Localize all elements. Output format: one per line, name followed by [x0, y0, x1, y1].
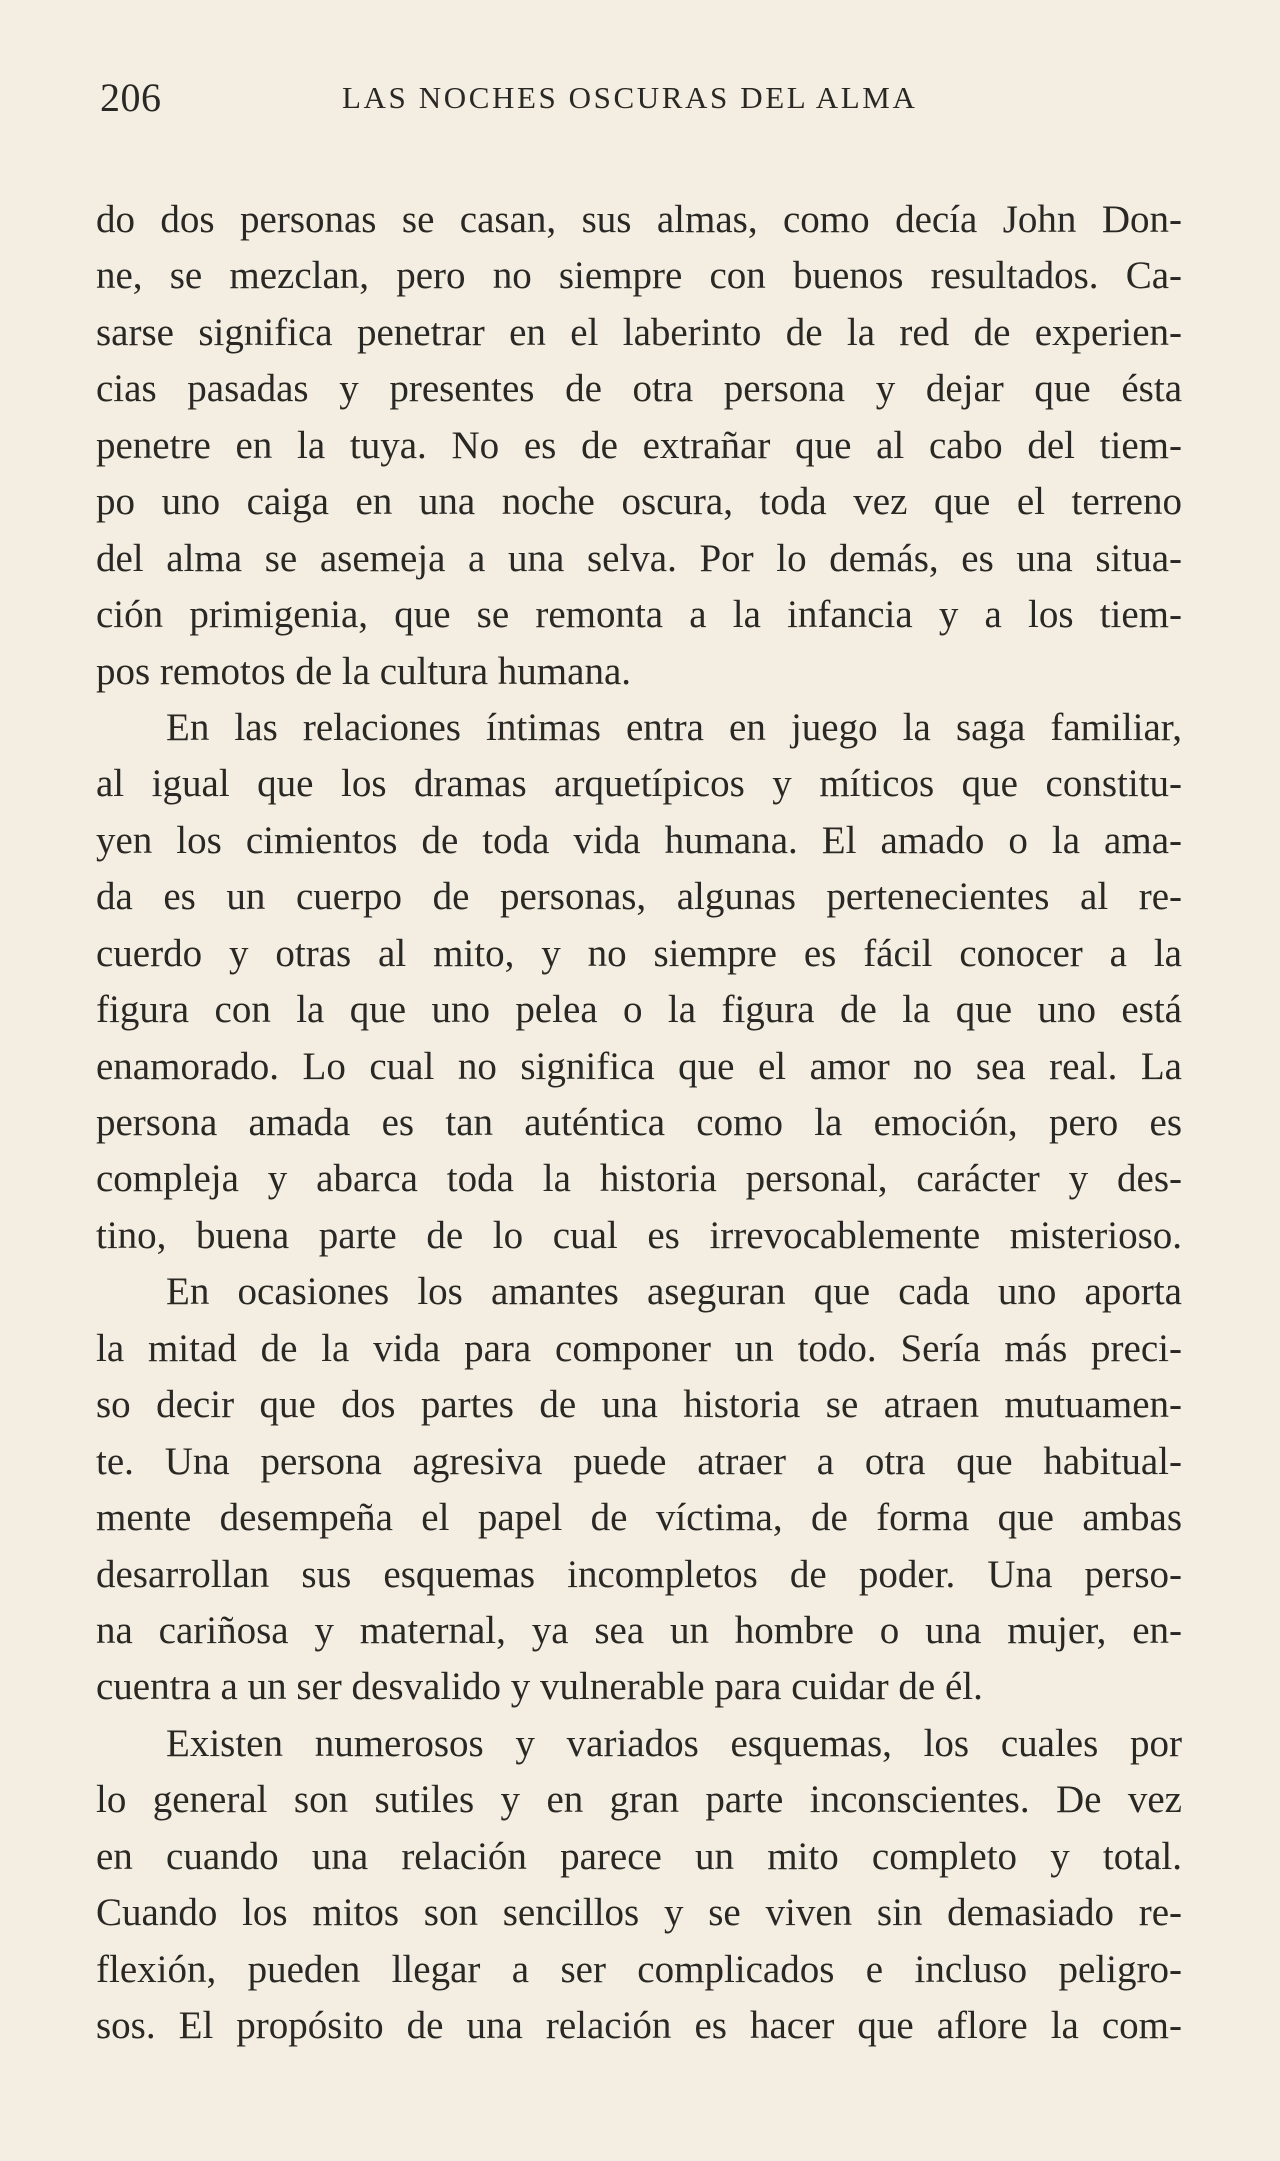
text-line: pos remotos de la cultura humana. — [96, 649, 632, 693]
text-line: Cuando los mitos son sencillos y se viven sin demasiado re- — [96, 1891, 1182, 1935]
text-line: En las relaciones íntimas entra en juego la saga familiar, — [166, 705, 1182, 749]
text-line: da es un cuerpo de personas, algunas pertenecientes al re- — [96, 875, 1182, 919]
text-line: figura con la que uno pelea o la figura de la que uno está — [96, 988, 1182, 1032]
text-line: te. Una persona agresiva puede atraer a otra que habitual- — [96, 1439, 1182, 1483]
text-line: cuerdo y otras al mito, y no siempre es fácil conocer a la — [96, 931, 1182, 975]
text-line: enamorado. Lo cual no significa que el amor no sea real. La — [96, 1044, 1182, 1088]
text-line: ción primigenia, que se remonta a la infancia y a los tiem- — [96, 593, 1182, 637]
text-line: al igual que los dramas arquetípicos y míticos que constitu- — [96, 762, 1182, 806]
page-number: 206 — [100, 75, 162, 120]
text-line: mente desempeña el papel de víctima, de forma que ambas — [96, 1496, 1182, 1540]
text-line: flexión, pueden llegar a ser complicados e incluso peligro- — [96, 1947, 1182, 1991]
text-line: cias pasadas y presentes de otra persona y dejar que ésta — [96, 367, 1182, 411]
text-line: do dos personas se casan, sus almas, como decía John Don- — [96, 198, 1182, 241]
text-line: la mitad de la vida para componer un todo. Sería más preci- — [96, 1326, 1182, 1370]
text-line: lo general son sutiles y en gran parte inconscientes. De vez — [96, 1778, 1182, 1822]
text-line: compleja y abarca toda la historia personal, carácter y des- — [96, 1157, 1182, 1201]
text-line: cuentra a un ser desvalido y vulnerable para cuidar de él. — [96, 1665, 983, 1709]
body-text — [96, 192, 1182, 2054]
text-line: sarse significa penetrar en el laberinto de la red de experien- — [96, 310, 1182, 354]
text-line: ne, se mezclan, pero no siempre con buenos resultados. Ca- — [96, 254, 1182, 298]
text-line: en cuando una relación parece un mito completo y total. — [96, 1834, 1182, 1878]
text-line: so decir que dos partes de una historia se atraen mutuamen- — [96, 1383, 1182, 1427]
text-line: po uno caiga en una noche oscura, toda vez que el terreno — [96, 480, 1182, 524]
text-line: sos. El propósito de una relación es hacer que aflore la com- — [96, 2004, 1182, 2047]
text-line: desarrollan sus esquemas incompletos de poder. Una perso- — [96, 1552, 1182, 1596]
text-line: En ocasiones los amantes aseguran que cada uno aporta — [166, 1270, 1182, 1314]
text-line: del alma se asemeja a una selva. Por lo demás, es una situa- — [96, 536, 1182, 580]
text-line: na cariñosa y maternal, ya sea un hombre o una mujer, en- — [96, 1608, 1182, 1652]
text-line: tino, buena parte de lo cual es irrevocablemente misterioso. — [96, 1213, 1182, 1257]
running-head: LAS NOCHES OSCURAS DEL ALMA — [342, 80, 918, 115]
page-header — [100, 74, 1180, 134]
text-line: yen los cimientos de toda vida humana. El amado o la ama- — [96, 818, 1182, 862]
text-line: Existen numerosos y variados esquemas, los cuales por — [166, 1721, 1182, 1765]
text-line: penetre en la tuya. No es de extrañar que al cabo del tiem- — [96, 423, 1182, 467]
text-line: persona amada es tan auténtica como la emoción, pero es — [96, 1101, 1182, 1144]
